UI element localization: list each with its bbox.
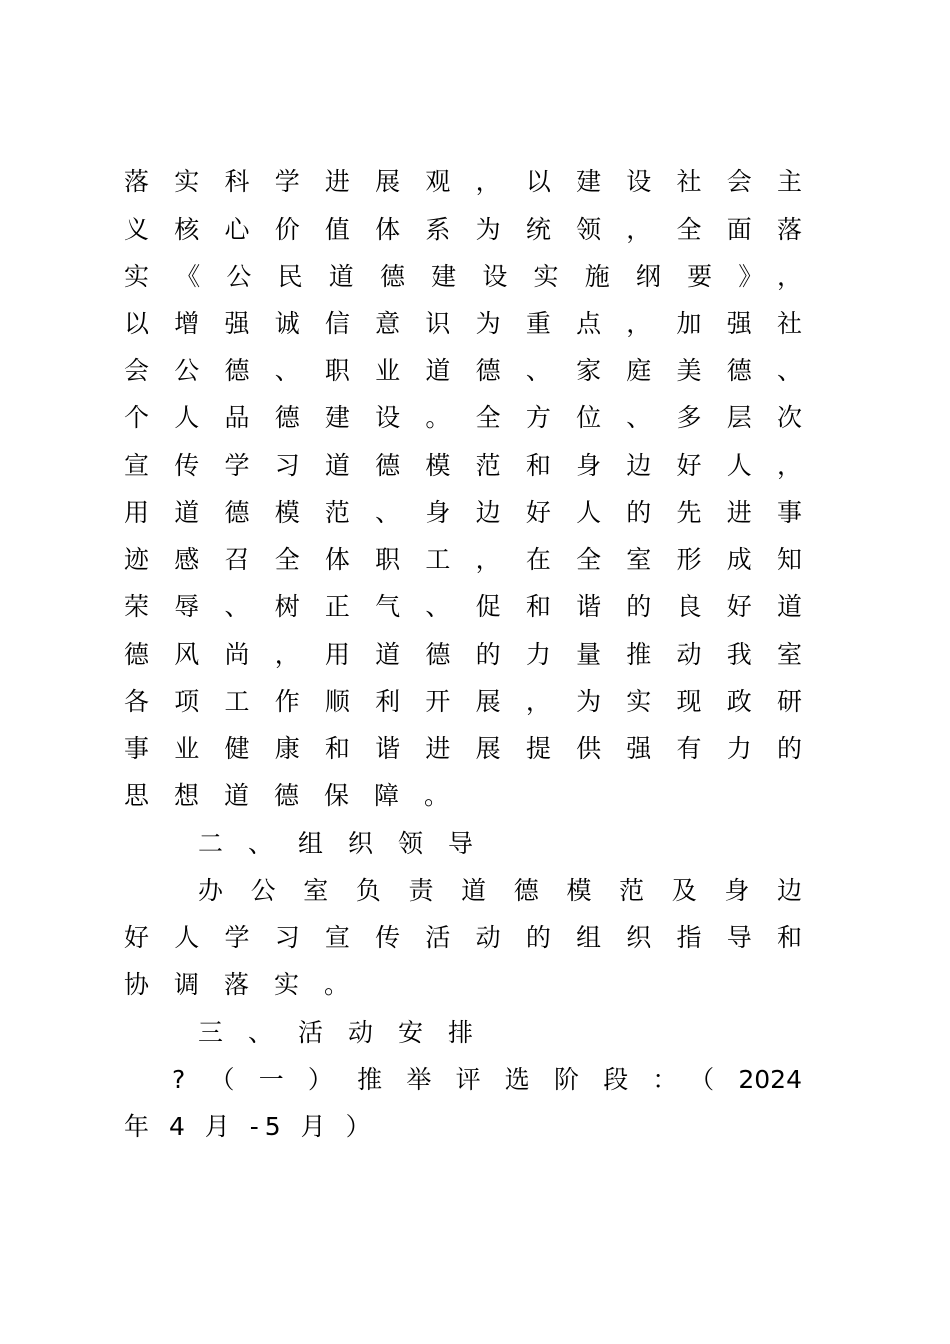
paragraph-line: 落实科学进展观，以建设社会主 <box>124 167 802 196</box>
paragraph-line: 各项工作顺利开展，为实现政研 <box>124 687 802 716</box>
subsection-heading: ?（一）推举评选阶段：（2024 <box>172 1065 802 1094</box>
paragraph-line: 用道德模范、身边好人的先进事 <box>124 498 802 527</box>
paragraph-line: 德风尚，用道德的力量推动我室 <box>124 640 802 669</box>
paragraph-line: 个人品德建设。全方位、多层次 <box>124 403 802 432</box>
paragraph-line: 荣辱、树正气、促和谐的良好道 <box>124 592 802 621</box>
section-heading: 二、组织领导 <box>198 829 499 858</box>
paragraph-line: 会公德、职业道德、家庭美德、 <box>124 356 802 385</box>
paragraph-line: 迹感召全体职工，在全室形成知 <box>124 545 802 574</box>
paragraph-line: 实《公民道德建设实施纲要》， <box>124 262 802 291</box>
paragraph-line: 事业健康和谐进展提供强有力的 <box>124 734 802 763</box>
paragraph-line: 办公室负责道德模范及身边 <box>198 876 802 905</box>
paragraph-line: 思想道德保障。 <box>124 781 475 810</box>
section-heading: 三、活动安排 <box>198 1018 499 1047</box>
paragraph-line: 宣传学习道德模范和身边好人， <box>124 451 802 480</box>
paragraph-line: 协调落实。 <box>124 970 375 999</box>
paragraph-line: 以增强诚信意识为重点，加强社 <box>124 309 802 338</box>
paragraph-line: 好人学习宣传活动的组织指导和 <box>124 923 802 952</box>
paragraph-line: 年 4 月 -5 月 ） <box>124 1112 377 1141</box>
paragraph-line: 义核心价值体系为统领，全面落 <box>124 215 802 244</box>
